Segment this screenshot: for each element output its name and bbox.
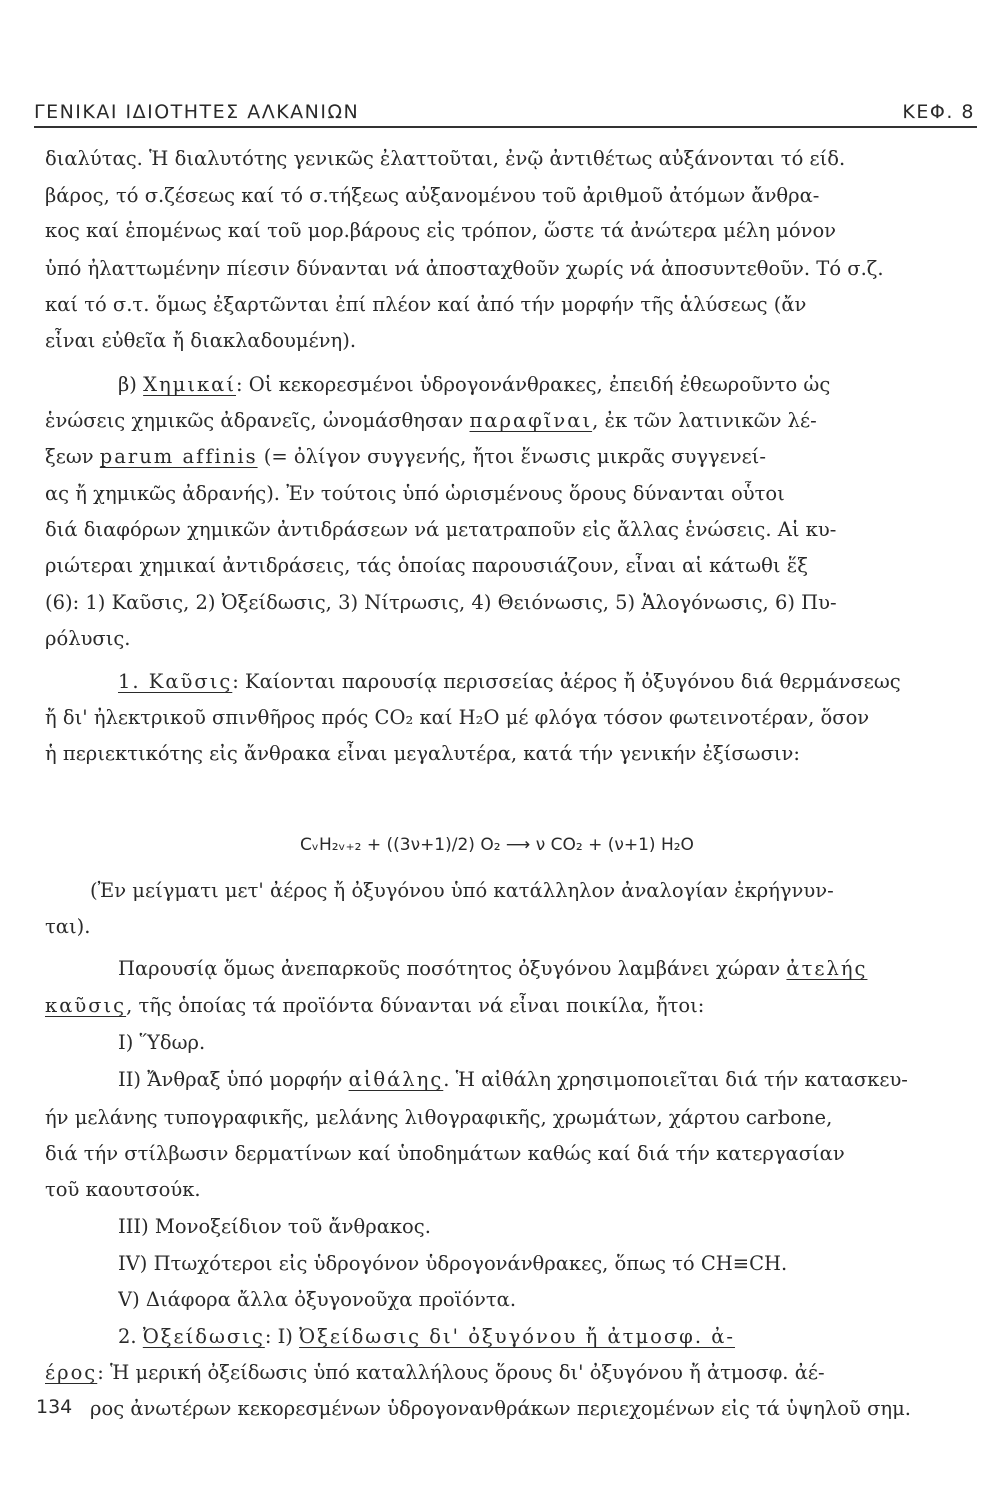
term-incomplete: ἀτελής <box>786 957 868 980</box>
text-line <box>45 408 977 434</box>
text-line: ὑπό ἠλαττωμένην πίεσιν δύνανται νά ἀποσταχθοῦν χωρίς νά ἀποσυντεθοῦν. Τό σ.ζ. <box>45 257 884 280</box>
text-span: ξεων <box>45 445 100 468</box>
text-span: : I) <box>264 1325 300 1348</box>
header-rule <box>34 126 977 128</box>
page-number: 134 <box>36 1396 73 1418</box>
text-line: τοῦ καουτσούκ. <box>45 1178 201 1201</box>
text-span: : Καίονται παρουσίᾳ περισσείας ἀέρος ἤ ὀξυγόνου διά θερμάνσεως <box>232 670 901 693</box>
term-oxidation-oxygen: Ὀξείδωσις δι' ὀξυγόνου ἤ ἀτμοσφ. ἀ- <box>299 1325 735 1348</box>
text-span: : Οἱ κεκορεσμένοι ὑδρογονάνθρακες, ἐπειδή ἐθεωροῦντο ὡς <box>235 373 831 396</box>
text-line: εἶναι εὐθεῖα ἤ διακλαδουμένη). <box>45 329 357 352</box>
text-line: ἡ περιεκτικότης εἰς ἄνθρακα εἶναι μεγαλυτέρα, κατά τήν γενικήν ἐξίσωσιν: <box>45 742 800 765</box>
text-line: ήν μελάνης τυπογραφικῆς, μελάνης λιθογραφικῆς, χρωμάτων, χάρτου carbone, <box>45 1106 833 1129</box>
term-chemical: Χημικαί <box>143 373 236 396</box>
text-span: Παρουσίᾳ ὅμως ἀνεπαρκοῦς ποσότητος ὀξυγόνου λαμβάνει χώραν <box>118 957 787 980</box>
text-line <box>45 993 977 1019</box>
text-span: , ἐκ τῶν λατινικῶν λέ- <box>592 409 817 432</box>
text-span: ἑνώσεις χημικῶς ἀδρανεῖς, ὠνομάσθησαν <box>45 409 470 432</box>
list-item: I) Ὕδωρ. <box>118 1031 206 1054</box>
text-line <box>45 444 977 470</box>
list-item: IV) Πτωχότεροι εἰς ὑδρογόνον ὑδρογονάνθρακες, ὅπως τό CH≡CH. <box>118 1252 788 1275</box>
list-marker: β) <box>118 373 144 396</box>
text-line: βάρος, τό σ.ζέσεως καί τό σ.τήξεως αὐξανομένου τοῦ ἀριθμοῦ ἀτόμων ἄνθρα- <box>45 184 820 207</box>
text-line: ἤ δι' ἠλεκτρικοῦ σπινθῆρος πρός CO₂ καί H₂O μέ φλόγα τόσον φωτεινοτέραν, ὅσον <box>45 706 870 729</box>
text-line: καί τό σ.τ. ὅμως ἐξαρτῶνται ἐπί πλέον καί ἀπό τήν μορφήν τῆς ἁλύσεως (ἄν <box>45 293 807 316</box>
header-chapter: ΚΕΦ. 8 <box>902 101 975 123</box>
text-line: (6): 1) Καῦσις, 2) Ὀξείδωσις, 3) Νίτρωσις, 4) Θειόνωσις, 5) Ἁλογόνωσις, 6) Πυ- <box>45 591 837 614</box>
text-span: . Ἡ αἰθάλη χρησιμοποιεῖται διά τήν κατασκευ- <box>443 1068 908 1091</box>
text-line: ρόλυσις. <box>45 627 131 650</box>
list-item <box>118 1067 977 1093</box>
text-line: ας ἤ χημικῶς ἀδρανής). Ἐν τούτοις ὑπό ὡρισμένους ὅρους δύνανται οὗτοι <box>45 482 785 505</box>
text-line: διά τήν στίλβωσιν δερματίνων καί ὑποδημάτων καθώς καί διά τήν κατεργασίαν <box>45 1142 845 1165</box>
text-line: διά διαφόρων χημικῶν ἀντιδράσεων νά μετατραποῦν εἰς ἄλλας ἑνώσεις. Αἱ κυ- <box>45 518 837 541</box>
text-line <box>45 1360 977 1386</box>
term-soot: αἰθάλης <box>348 1068 444 1091</box>
text-line <box>118 1324 977 1350</box>
term-combustion: 1. Καῦσις <box>118 670 233 693</box>
text-line: κος καί ἑπομένως καί τοῦ μορ.βάρους εἰς τρόπον, ὥστε τά ἀνώτερα μέλη μόνον <box>45 219 837 242</box>
text-line: (Ἐν μείγματι μετ' ἀέρος ἤ ὀξυγόνου ὑπό κατάλληλον ἀναλογίαν ἐκρήγνυν- <box>90 879 834 902</box>
page-header <box>34 95 975 123</box>
text-line <box>118 956 977 982</box>
term-oxidation: Ὀξείδωσις <box>142 1325 265 1348</box>
text-span: 2. <box>118 1325 143 1348</box>
term-parum-affinis: parum affinis <box>99 445 258 468</box>
text-span: : Ἡ μερική ὀξείδωσις ὑπό καταλλήλους ὅρους δι' ὀξυγόνου ἤ ἀτμοσφ. ἀέ- <box>97 1361 825 1384</box>
header-title: ΓΕΝΙΚΑΙ ΙΔΙΟΤΗΤΕΣ ΑΛΚΑΝΙΩΝ <box>34 101 360 123</box>
term-combustion-2: καῦσις <box>45 994 127 1017</box>
combustion-equation: CᵥH₂ᵥ₊₂ + ((3ν+1)/2) O₂ ⟶ ν CO₂ + (ν+1) H₂O <box>300 835 694 855</box>
text-line <box>118 669 977 695</box>
list-item: V) Διάφορα ἄλλα ὀξυγονοῦχα προϊόντα. <box>118 1288 517 1311</box>
term-air: έρος <box>45 1361 98 1384</box>
text-span: , τῆς ὁποίας τά προϊόντα δύνανται νά εἶναι ποικίλα, ἤτοι: <box>126 994 705 1017</box>
term-paraffins: παραφῖναι <box>469 409 593 432</box>
text-line: διαλύτας. Ἡ διαλυτότης γενικῶς ἐλαττοῦται, ἐνῷ ἀντιθέτως αὐξάνονται τό είδ. <box>45 147 846 170</box>
text-span: II) Ἄνθραξ ὑπό μορφήν <box>118 1068 349 1091</box>
text-span: (= ὀλίγον συγγενής, ἤτοι ἕνωσις μικρᾶς συγγενεί- <box>257 445 766 468</box>
text-line <box>118 372 977 398</box>
text-line: ται). <box>45 915 91 938</box>
text-line: ριώτεραι χημικαί ἀντιδράσεις, τάς ὁποίας παρουσιάζουν, εἶναι αἱ κάτωθι ἕξ <box>45 554 808 577</box>
list-item: III) Μονοξείδιον τοῦ ἄνθρακος. <box>118 1215 431 1238</box>
text-line: ρος ἀνωτέρων κεκορεσμένων ὑδρογονανθράκων περιεχομένων εἰς τά ὑψηλοῦ σημ. <box>90 1397 911 1420</box>
